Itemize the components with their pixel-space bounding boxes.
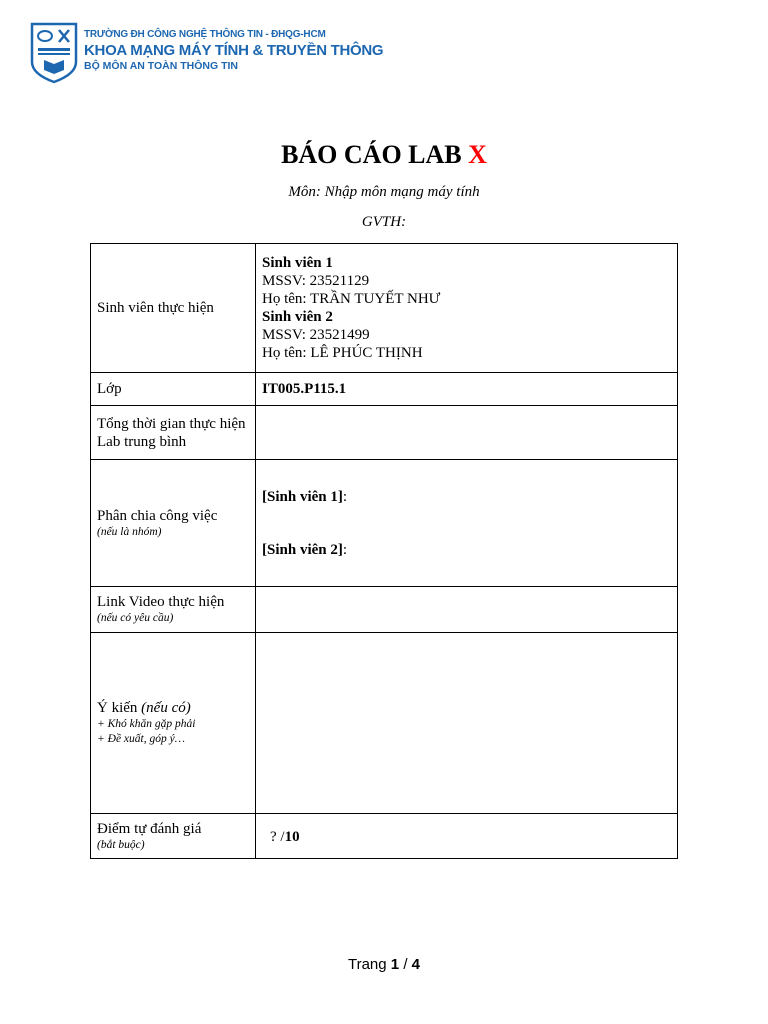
opinion-label-cell <box>91 633 256 814</box>
opinion-value[interactable] <box>256 633 678 814</box>
report-title <box>0 140 768 170</box>
subject-line: Môn: Nhập môn mạng máy tính <box>288 184 480 200</box>
page-footer <box>0 956 768 973</box>
faculty-name: KHOA MẠNG MÁY TÍNH & TRUYỀN THÔNG <box>84 42 384 59</box>
table-row-opinion <box>91 633 678 814</box>
video-label-cell <box>91 587 256 633</box>
opinion-note-1: + Khó khăn gặp phải <box>97 718 196 730</box>
division-note: (nếu là nhóm) <box>97 525 162 538</box>
student1-heading: Sinh viên 1 <box>262 255 333 271</box>
score-label: Điểm tự đánh giá <box>97 820 202 837</box>
class-label: Lớp <box>91 373 256 406</box>
time-label-line1: Tổng thời gian thực hiện <box>97 415 246 432</box>
page-current: 1 <box>390 956 400 973</box>
report-title-text: BÁO CÁO LAB <box>281 140 462 169</box>
page-separator: / <box>403 956 408 973</box>
division-student1: [Sinh viên 1]: <box>262 488 348 505</box>
score-prefix: ? / <box>270 829 285 845</box>
table-row-division <box>91 460 678 587</box>
score-max: 10 <box>284 829 300 845</box>
lab-number: X <box>468 140 487 169</box>
division-student2: [Sinh viên 2]: <box>262 541 348 558</box>
class-value[interactable]: IT005.P115.1 <box>256 373 678 406</box>
student2-mssv: MSSV: 23521499 <box>262 327 370 343</box>
video-label: Link Video thực hiện <box>97 594 225 610</box>
division-value[interactable] <box>256 460 678 587</box>
student1-name: Họ tên: TRẦN TUYẾT NHƯ <box>262 291 441 307</box>
student1-mssv: MSSV: 23521129 <box>262 273 370 289</box>
time-label-line2: Lab trung bình <box>97 433 187 450</box>
opinion-label: Ý kiến (nếu có) <box>97 700 191 716</box>
department-name: BỘ MÔN AN TOÀN THÔNG TIN <box>84 60 238 72</box>
brand-text <box>84 28 383 73</box>
header <box>30 22 384 86</box>
table-row-video <box>91 587 678 633</box>
division-label-cell <box>91 460 256 587</box>
score-value[interactable] <box>256 814 678 859</box>
instructor-line: GVTH: <box>361 214 407 230</box>
score-label-cell <box>91 814 256 859</box>
students-label: Sinh viên thực hiện <box>91 244 256 373</box>
table-row-class <box>91 373 678 406</box>
page-total: 4 <box>411 956 420 973</box>
opinion-note-2: + Đề xuất, góp ý… <box>97 733 185 745</box>
score-note: (bắt buộc) <box>97 838 145 851</box>
time-label <box>91 406 256 460</box>
university-logo-icon <box>30 22 78 84</box>
video-note: (nếu có yêu cầu) <box>97 612 174 624</box>
report-info-table <box>90 243 678 859</box>
student2-heading: Sinh viên 2 <box>262 309 333 325</box>
video-value[interactable] <box>256 587 678 633</box>
university-name: TRƯỜNG ĐH CÔNG NGHỆ THÔNG TIN - ĐHQG-HCM <box>84 29 326 40</box>
table-row-students <box>91 244 678 373</box>
division-label: Phân chia công việc <box>97 507 218 524</box>
table-row-time <box>91 406 678 460</box>
table-row-score <box>91 814 678 859</box>
students-cell <box>256 244 678 373</box>
time-value[interactable] <box>256 406 678 460</box>
student2-name: Họ tên: LÊ PHÚC THỊNH <box>262 345 423 361</box>
page-label: Trang <box>347 956 387 973</box>
